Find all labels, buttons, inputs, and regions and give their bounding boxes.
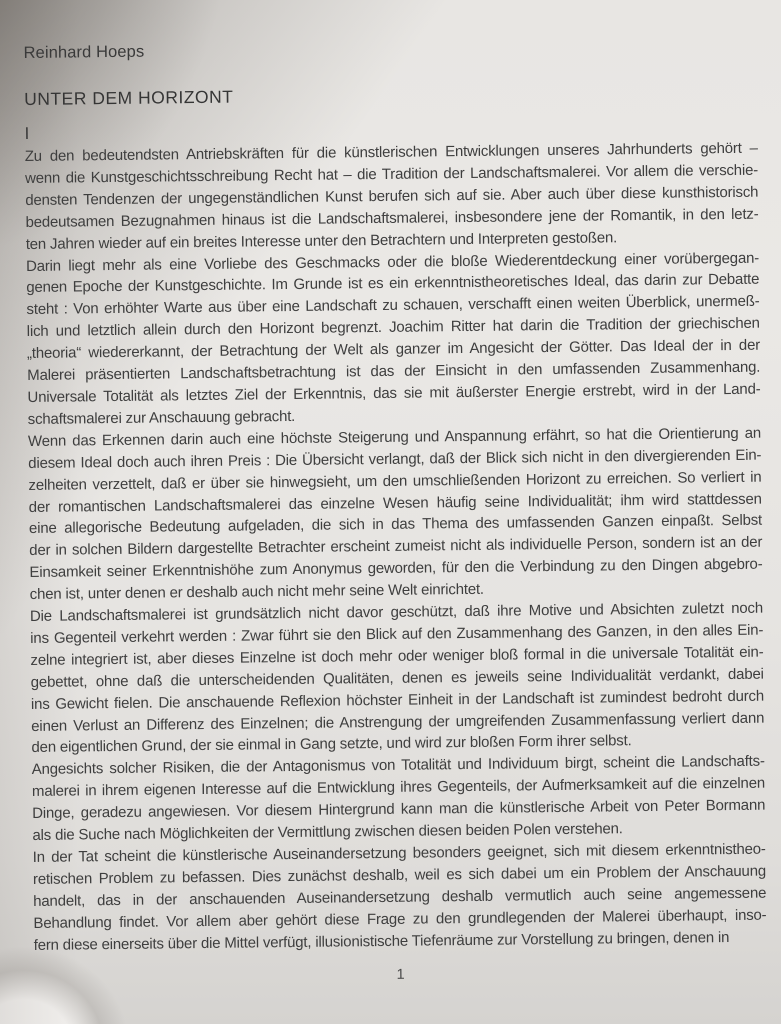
text-line: einen Verlust an Differenz des Einzelnen; die Anstrengung der umgreifenden Zusammenfassung verliert dann — [31, 709, 765, 735]
text-line: In der Tat scheint die künstlerische Auseinandersetzung besonders geeignet, sich mit diesem erkenntnistheo- — [32, 840, 766, 866]
text-line: malerei in ihrem eigenen Interesse auf die Entwicklung ihres Gegenteils, der Aufmerksamkeit auf die einzelnen — [31, 774, 766, 801]
text-line: der in solchen Bildern dargestellte Betrachter erscheint zumeist nicht als individuelle Person, sondern ist an der — [29, 533, 763, 560]
paragraph — [32, 751, 766, 847]
text-line: Darin liegt mehr als eine Vorliebe des Geschmacks oder die bloße Wiederentdeckung einer vorübergegan- — [25, 249, 760, 275]
paragraph — [26, 247, 761, 431]
text-line: „theoria“ wiedererkannt, der Betrachtung der Welt als ganzer im Angesicht der Götter. Das Ideal der in der — [26, 336, 761, 363]
text-line: Die Landschaftsmalerei ist grundsätzlich nicht davor geschützt, daß ihre Motive und Absichten zuletzt noch — [29, 599, 764, 625]
text-line: densten Tendenzen der ungegenständlichen Kunst berufen sich auf sie. Aber auch über diese kunsthistorisch — [25, 183, 759, 209]
text-line: lich und letztlich allein durch den Horizont begrenzt. Joachim Ritter hat darin die Tradition der griechischen — [26, 314, 760, 341]
page-content — [23, 0, 767, 986]
paragraph — [30, 598, 765, 760]
text-line: Malerei präsentierten Landschaftsbetrachtung ist das der Einsicht in den umfassenden Zusammenhang. — [27, 358, 761, 385]
text-line: bedeutsamen Bezugnahmen hinaus ist die Landschaftsmalerei, insbesondere jene der Romantik, in den letz- — [25, 205, 759, 231]
text-line: fern diese einerseits über die Mittel verfügt, illusionistische Tiefenräume zur Vorstellung zu bringen, denen in — [33, 928, 730, 954]
text-line: steht : Von erhöhter Warte aus über eine Landschaft zu schauen, verschafft einen weiten Überblick, unermeß- — [26, 293, 760, 319]
text-line: ten Jahren wieder auf ein breites Interesse unter den Betrachtern und Interpreten gestoßen. — [25, 228, 618, 253]
text-line: handelt, das in der anschauenden Auseinandersetzung deshalb vermutlich auch seine angemessene — [33, 884, 767, 910]
text-line: Dinge, geradezu angewiesen. Vor diesem Hintergrund kann man die künstlerische Arbeit von Peter Bormann — [32, 796, 766, 823]
text-line: als die Suche nach Möglichkeiten der Vermittlung zwischen diesen beiden Polen verstehen. — [32, 820, 623, 845]
text-line: schaftsmalerei zur Anschauung gebracht. — [27, 407, 296, 428]
text-line: Angesichts solcher Risiken, die der Antagonismus von Totalität und Individuum birgt, scheint die Landschafts- — [31, 753, 765, 779]
text-line: Universale Totalität als letztes Ziel der Erkenntnis, das sie mit äußerster Energie erstrebt, wird in der Land- — [27, 380, 761, 406]
text-line: gebettet, ohne daß die unterscheidenden Qualitäten, denen es jeweils seine Individualität verdankt, dabei — [30, 665, 764, 691]
text-line: den eigentlichen Grund, der sie einmal in Gang setzte, und wird zur bloßen Form ihrer selbst. — [31, 732, 632, 757]
text-line: Einsamkeit seiner Erkenntnishöhe zum Anonymus geworden, für den die Verbindung zu den Dingen abgebro- — [29, 555, 763, 582]
text-line: eine allegorische Bedeutung aufgeladen, die sich in das Thema des umfassenden Ganzen einpaßt. Selbst — [28, 512, 763, 538]
text-line: Wenn das Erkennen darin auch eine höchste Steigerung und Anspannung erfährt, so hat die Orientierung an — [27, 424, 762, 450]
paragraph — [28, 422, 763, 606]
author-name: Reinhard Hoeps — [23, 42, 145, 62]
text-line: ins Gegenteil verkehrt werden : Zwar führt sie den Blick auf den Zusammenhang des Ganzen, in den alles Ein- — [30, 621, 764, 647]
text-line: Zu den bedeutendsten Antriebskräften für die künstlerischen Entwicklungen unseres Jahrhunderts gehört – — [24, 139, 758, 165]
paragraph — [25, 138, 759, 256]
text-line: diesem Ideal doch auch ihren Preis : Die Übersicht verlangt, daß der Blick sich nicht in den divergierenden Ein- — [28, 446, 762, 472]
page-title: UNTER DEM HORIZONT — [24, 86, 234, 109]
text-line: genen Epoche der Kunstgeschichte. Im Grunde ist es ein erkenntnistheoretisches Ideal, das darin zur Debatte — [26, 271, 760, 297]
page-number: 1 — [396, 966, 405, 983]
article-body — [25, 138, 767, 957]
text-line: retischen Problem zu befassen. Dies zunächst deshalb, weil es sich dabei um ein Problem der Anschauung — [32, 862, 767, 888]
section-numeral: I — [24, 123, 30, 143]
text-line: chen ist, unter denen er deshalb auch nicht mehr seine Welt einrichtet. — [29, 580, 484, 604]
text-line: der romantischen Landschaftsmalerei das einzelne Wesen häufig seine Individualität; ihm wird stattdessen — [28, 490, 762, 516]
text-line: zelne integriert ist, aber dieses Einzelne ist doch mehr oder weniger bloß formal in die universale Totalität ein- — [30, 643, 764, 669]
text-line: Behandlung findet. Vor allem aber gehört diese Frage zu den grundlegenden der Malerei überhaupt, inso- — [33, 906, 767, 932]
paragraph — [33, 839, 767, 957]
text-line: ins Gewicht fielen. Die anschauende Reflexion höchster Einheit in der Landschaft ist zumindest bedroht durch — [30, 687, 765, 713]
text-line: zelheiten verzettelt, daß er über sie hinwegsieht, um den umschließenden Horizont zu erreichen. So verliert in — [28, 468, 762, 494]
text-line: wenn die Kunstgeschichtsschreibung Recht hat – die Tradition der Landschaftsmalerei. Vor allem die verschie- — [24, 161, 759, 187]
